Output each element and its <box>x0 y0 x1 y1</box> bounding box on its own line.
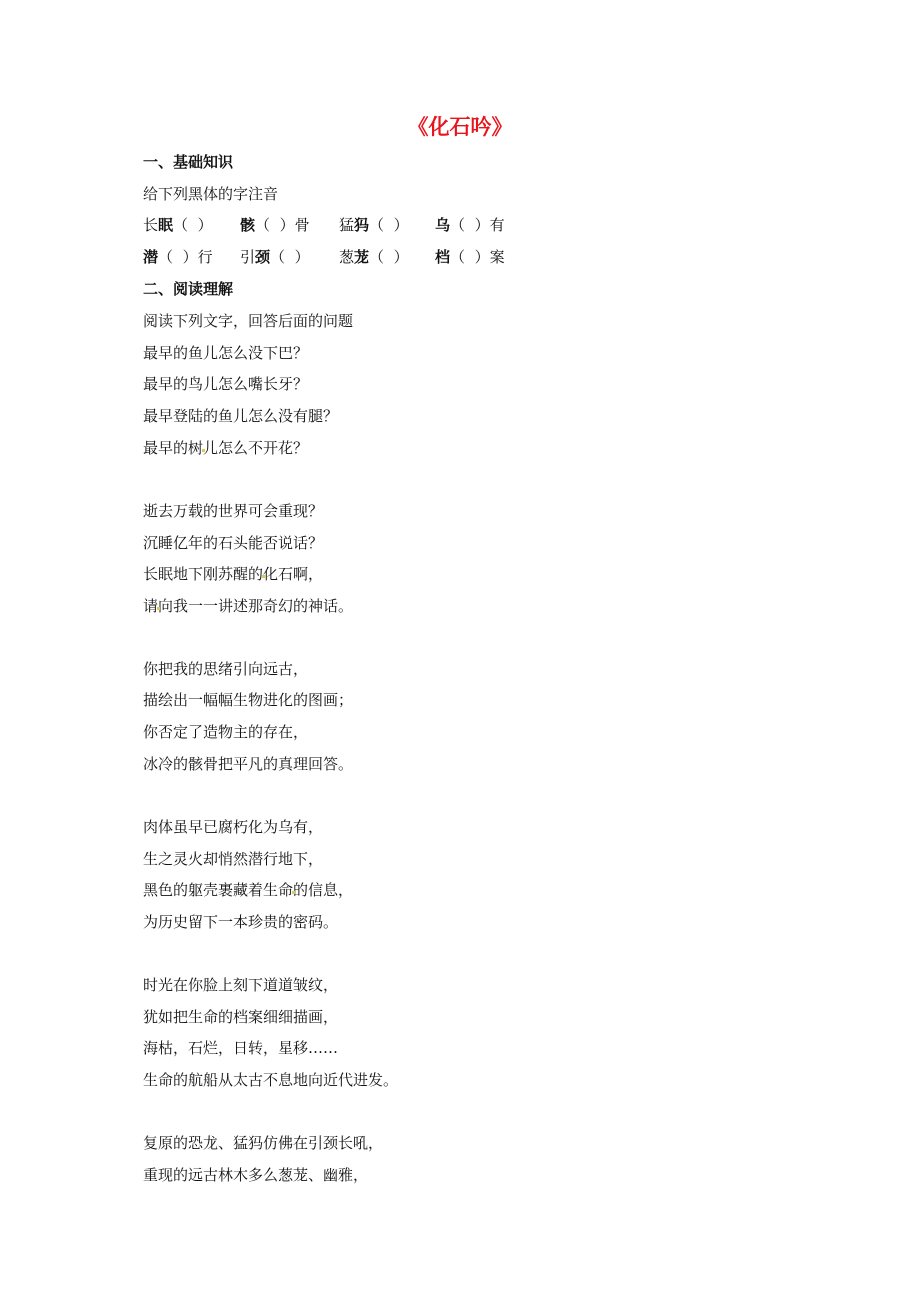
poem-line: 最早的树儿怎么不开花？ <box>143 439 309 457</box>
poem-line: 沉睡亿年的石头能否说话？ <box>143 534 324 552</box>
poem-line: 生之灵火却悄然潜行地下， <box>143 850 324 868</box>
pinyin-row-1 <box>143 215 563 235</box>
pinyin-item: 猛犸（ ） <box>339 216 409 234</box>
poem-line: 重现的远古林木多么葱茏、幽雅， <box>143 1166 369 1184</box>
poem-line: 逝去万载的世界可会重现？ <box>143 502 324 520</box>
poem-line: 描绘出一幅幅生物进化的图画； <box>143 691 354 709</box>
document-title: 《化石吟》 <box>407 115 513 139</box>
poem-line: 时光在你脸上刻下道道皱纹， <box>143 976 339 994</box>
poem-line: 复原的恐龙、猛犸仿佛在引颈长吼， <box>143 1134 384 1152</box>
poem-line: 长眠地下刚苏醒的化石啊， <box>143 565 324 583</box>
pinyin-item: 引颈（ ） <box>240 248 310 266</box>
poem-line: 最早的鸟儿怎么嘴长牙？ <box>143 375 309 393</box>
poem-line: 最早的鱼儿怎么没下巴？ <box>143 344 309 362</box>
pinyin-item: 档（ ）案 <box>435 248 505 266</box>
poem-line: 你把我的思绪引向远古， <box>143 660 309 678</box>
instruction-reading: 阅读下列文字，回答后面的问题 <box>143 312 354 330</box>
poem-line: 肉体虽早已腐朽化为乌有， <box>143 818 324 836</box>
pinyin-row-2 <box>143 247 563 267</box>
poem-line: 冰冷的骸骨把平凡的真理回答。 <box>143 755 354 773</box>
poem-line: 海枯，石烂，日转，星移…… <box>143 1039 339 1057</box>
pinyin-item: 潜（ ）行 <box>143 248 213 266</box>
poem-line: 为历史留下一本珍贵的密码。 <box>143 913 339 931</box>
pinyin-item: 骸（ ）骨 <box>240 216 310 234</box>
pinyin-item: 乌（ ）有 <box>435 216 505 234</box>
poem-line: 生命的航船从太古不息地向近代进发。 <box>143 1071 399 1089</box>
poem-line: 黑色的躯壳裹藏着生命的信息， <box>143 881 354 899</box>
poem-line: 最早登陆的鱼儿怎么没有腿？ <box>143 407 339 425</box>
section-heading-basics: 一、基础知识 <box>143 153 234 171</box>
instruction-pinyin: 给下列黑体的字注音 <box>143 185 279 203</box>
poem-line: 你否定了造物主的存在， <box>143 723 309 741</box>
poem-line: 请向我一一讲述那奇幻的神话。 <box>143 597 354 615</box>
section-heading-reading: 二、阅读理解 <box>143 280 234 298</box>
poem-line: 犹如把生命的档案细细描画， <box>143 1008 339 1026</box>
pinyin-item: 长眠（ ） <box>143 216 213 234</box>
pinyin-item: 葱茏（ ） <box>339 248 409 266</box>
